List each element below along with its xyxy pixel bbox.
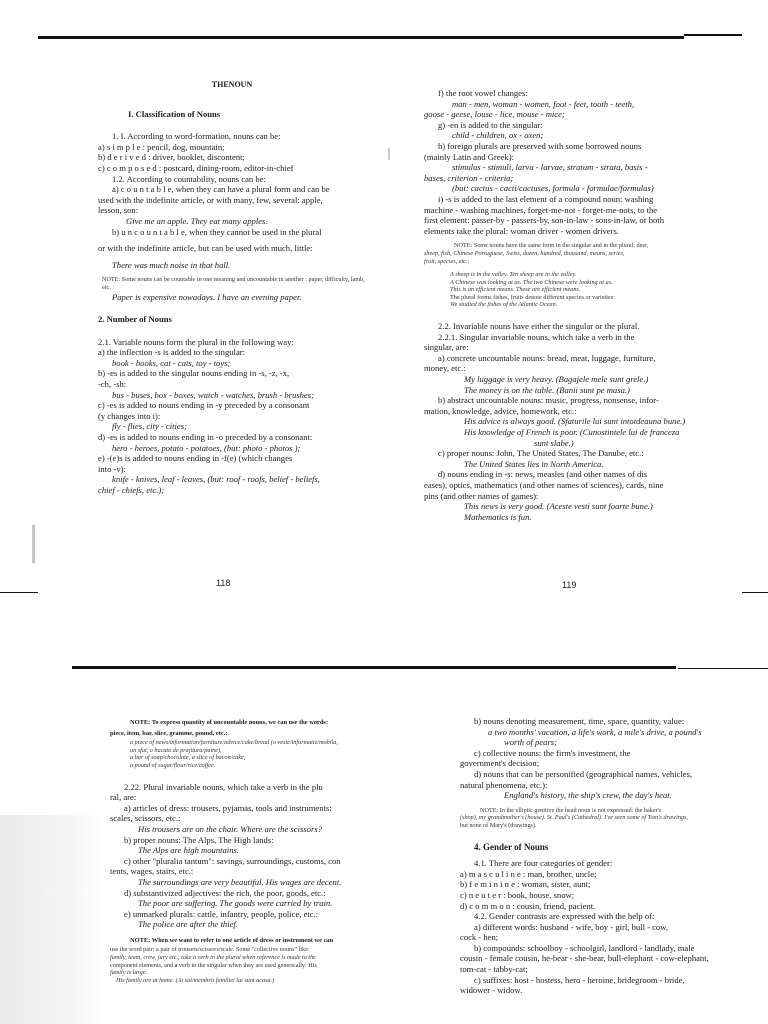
text-line: 4.1. There are four categories of gender: <box>474 858 613 869</box>
note-text: family, team, crew, jury etc., take a verb in the plural when reference is made to the <box>110 954 316 962</box>
text-line: 2.2.1. Singular invariable nouns, which take a verb in the <box>438 331 635 342</box>
example-line: His trousers are on the chair. Where are the scissors? <box>138 823 322 834</box>
text-line: elements take the plural: woman driver - women drivers. <box>424 225 619 236</box>
text-line: i) -s is added to the last element of a compound noun: washing <box>438 193 654 204</box>
example-line: bases, criterion - criteria; <box>424 172 514 183</box>
example-line: The poor are suffering. The goods were carried by train. <box>138 898 333 909</box>
note-example: We studied the fishes of the Atlantic Ocean. <box>450 301 558 309</box>
page-118 <box>98 80 366 496</box>
note-example: un sfat, o bucata de prajitura/paine), <box>130 746 222 754</box>
text-line: c) -es is added to nouns ending in -y preceded by a consonant <box>98 400 310 411</box>
example-line: hero - heroes, potato - potatoes, (but: photo - photos ); <box>112 442 301 453</box>
note-text: fruit, species, etc.: <box>424 257 470 265</box>
note-text: NOTE: Some nouns can be countable in one meaning and uncountable in another : paper, difficulty, lamb, etc. : <box>102 276 365 291</box>
text-line: scales, scissors, etc.: <box>110 813 181 824</box>
page-title: THENOUN <box>211 80 253 89</box>
text-line: e) -(e)s is added to nouns ending in -f(e) (which changes <box>98 453 293 464</box>
text-line: natural phenomena, etc.): <box>460 779 548 790</box>
text-line: cousin - female cousin, he-bear - she-bear, bull-elephant - cow-elephant, <box>460 953 709 964</box>
note-example: a piece of news/information/furniture/advice/cake/bread (o veste/informatie/mobila, <box>130 739 338 747</box>
example-line: sunt slabe.) <box>534 437 574 448</box>
text-line: (mainly Latin and Greek): <box>424 151 514 162</box>
text-line: 2.1. Variable nouns form the plural in the following way: <box>98 336 294 347</box>
note-text: (shop), my grandmother's (house). St. Paul's (Cathedral). I've seen some of Tom's drawings, <box>460 814 688 822</box>
note-text: family is large. <box>110 969 148 977</box>
text-line: b) -es is added to the singular nouns ending in -s, -z, -x, <box>98 368 290 379</box>
scan-shadow-bottom-left <box>0 815 108 1024</box>
text-line: b) u n c o u n t a b l e, when they cannot be used in the plural <box>112 226 322 237</box>
example-line: goose - geese, louse - lice, mouse - mice; <box>424 109 565 120</box>
text-line: b) f e m i n i n e : woman, sister, aunt; <box>460 879 591 890</box>
text-line: c) suffixes: host - hostess, hero - heroine, bridegroom - bride, <box>474 974 685 985</box>
top-rule-right <box>684 34 742 36</box>
text-line: a) c o u n t a b l e, when they can have a plural form and can be <box>112 184 330 195</box>
example-line: The United States lies in North America. <box>464 458 604 469</box>
note-example: a pound of sugar/flour/rice/coffee. <box>130 761 216 769</box>
middle-rule <box>72 666 676 669</box>
example-line: His advice is always good. (Sfaturile lui sunt intotdeauna bune.) <box>464 416 686 427</box>
example-line: My luggage is very heavy. (Bagajele mele sunt grele.) <box>464 374 649 385</box>
example-line: Give me an apple. They eat many apples. <box>126 215 268 226</box>
note-text: use the word pair: a pair of trousers/scissors/scale. Some "collective nouns" like: <box>110 946 310 954</box>
text-line: d) c o m m o n : cousin, friend, pacient. <box>460 900 596 911</box>
text-line: tom-cat - tabby-cat; <box>460 964 528 975</box>
note-text: component elements, and a verb in the singular when they are used generically: His <box>110 961 317 969</box>
note-text: NOTE: In the elliptic genitive the head noun is not expressed: the baker's <box>480 806 662 814</box>
note-example: A Chinese was looking at us. The two Chinese were looking at us. <box>450 278 613 286</box>
note-example: a bar of soap/chocolate, a slice of bacon/cake, <box>130 754 246 762</box>
example-line: child - children, ox - oxen; <box>452 130 544 141</box>
example-line: stimulus - stimuli, larva - larvae, stratum - strata, basis - <box>452 162 648 173</box>
text-line: d) nouns that can be personified (geographical names, vehicles, <box>474 768 693 779</box>
text-line: f) the root vowel changes: <box>438 88 528 98</box>
text-line: a) different words: husband - wife, boy - girl, bull - cow, <box>474 921 669 932</box>
text-line: 2.2. Invariable nouns have either the singular or the plural. <box>438 321 640 332</box>
text-line: 1. I. According to word-formation, nouns can be: <box>112 131 281 142</box>
text-line: a) articles of dress: trousers, pyjamas, tools and instruments: <box>124 802 332 813</box>
example-line: knife - knives, leaf - leaves, (but: roof - roofs, belief - beliefs, <box>112 474 320 485</box>
text-line: c) n e u t e r : book, house, snow; <box>460 889 575 900</box>
text-line: first element: passer-by - passers-by, son-in-law - sons-in-law, or both <box>424 215 664 226</box>
text-line: b) proper nouns: The Alps, The High lands: <box>124 834 274 845</box>
section-heading: 2. Number of Nouns <box>98 314 172 325</box>
text-line: money, etc.: <box>424 363 466 374</box>
note-text: NOTE: Some nouns have the same form in the singular and in the plural: deer, <box>454 242 649 250</box>
page-number: 119 <box>562 580 577 590</box>
edge-mark-right <box>742 592 768 593</box>
text-line: e) unmarked plurals: cattle, infantry, people, police, etc.: <box>124 908 319 919</box>
page-120 <box>110 718 380 984</box>
example-line: a two months' vacation, a life's work, a mile's drive, a pound's <box>488 726 702 737</box>
example-line: His knowledge of French is poor. (Cunostintele lui de franceza <box>464 427 680 437</box>
page-119 <box>424 88 740 522</box>
example-line: Mathematics is fun. <box>464 511 532 522</box>
example-line: The Alps are high mountains. <box>138 845 239 856</box>
example-line: fly - flies, city - cities; <box>112 421 187 432</box>
example-line: England's history, the ship's crew, the day's heat. <box>504 790 672 801</box>
example-line: There was much noise in that hall. <box>112 259 231 270</box>
text-line: b) abstract uncountable nouns: music, progress, nonsense, infor- <box>438 395 659 406</box>
text-line: used with the indefinite article, or with many, few, several: apple, <box>98 194 323 205</box>
note-example: This is an efficient means. These are efficient means. <box>450 286 581 294</box>
page-121 <box>460 716 740 996</box>
text-line: b) nouns denoting measurement, time, space, quantity, value: <box>474 716 685 726</box>
text-line: c) proper nouns: John, The United States, The Danube, etc.: <box>438 448 644 459</box>
text-line: d) nouns ending in -s: news, measles (and other names of dis <box>438 469 648 480</box>
note-text: His family are at home. (Ai sai/membrii familiei lui sunt acasa.) <box>116 976 275 984</box>
text-line: pins (and other names of games): <box>424 490 539 501</box>
text-line: a) m a s c u l i n e : man, brother, uncle; <box>460 868 597 879</box>
text-line: d) -es is added to nouns ending in -o preceded by a consonant: <box>98 432 313 443</box>
text-line: machine - washing machines, forget-me-not - forget-me-nots, to the <box>424 204 658 215</box>
example-line: This news is very good. (Aceste vesti sunt foarte bune.) <box>464 501 653 512</box>
note-example: A sheep is in the valley. Ten sheep are in the valley. <box>450 271 577 279</box>
example-line: (but: cactus - cacti/cactuses, formula - formulae/formulas) <box>452 183 654 194</box>
text-line: (y changes into i): <box>98 410 161 421</box>
text-line: singular, are: <box>424 342 469 353</box>
text-line: or with the indefinite article, but can be used with much, little: <box>98 243 313 254</box>
text-line: eases), optics, mathematics (and other names of sciences), cards, nine <box>424 479 664 490</box>
top-rule-left <box>38 36 684 39</box>
note-text: NOTE: To express quantity of uncountable nouns, we can use the words: <box>130 719 329 726</box>
section-heading: 4. Gender of Nouns <box>474 841 549 852</box>
text-line: a) s i m p l e : pencil, dog, mountain; <box>98 141 225 152</box>
text-line: a) the inflection -s is added to the singular: <box>98 347 246 358</box>
text-line: ral, are: <box>110 792 137 803</box>
text-line: c) other "pluralia tantum": savings, surroundings, customs, con <box>124 855 341 866</box>
text-line: 4.2. Gender contrasts are expressed with the help of: <box>474 911 655 922</box>
text-line: tents, wages, stairs, etc.: <box>110 866 194 877</box>
text-line: g) -en is added to the singular: <box>438 119 543 130</box>
text-line: into -v): <box>98 463 126 474</box>
text-line: government's decision; <box>460 758 540 769</box>
note-text: sheep, fish, Chinese Portuguese, Swiss, dozen, hundred, thousand, means, series, <box>424 249 625 257</box>
note-text: NOTE: When we want to refer to one article of dress or instrument we can <box>130 936 334 944</box>
scan-smudge-center <box>388 148 390 160</box>
note-text: piece, item, bar, slice, gramme, pound, etc.: <box>110 729 228 737</box>
text-line: widower - widow. <box>460 985 523 996</box>
note-text: but none of Mary's (drawings). <box>460 821 537 829</box>
middle-rule-right <box>678 668 768 669</box>
text-line: d) substantivized adjectives: the rich, the poor, goods, etc.: <box>124 887 326 898</box>
example-line: worth of pears; <box>504 737 557 748</box>
example-line: Paper is expensive nowadays. I have an evening paper. <box>112 291 302 302</box>
example-line: book - books, cat - cats, toy - toys; <box>112 357 231 368</box>
text-line: 1.2. According to countability, nouns can be: <box>112 173 266 184</box>
example-line: man - men, woman - women, foot - feet, tooth - teeth, <box>452 98 635 109</box>
text-line: c) c o m p o s e d : postcard, dining-room, editor-in-chief <box>98 162 294 173</box>
example-line: The police are after the thief. <box>138 919 238 930</box>
text-line: b) d e r i v e d : driver, booklet, discontent; <box>98 152 245 163</box>
example-line: The money is on the table. (Banii sunt pe masa.) <box>464 384 630 395</box>
note-example: The plural forms fishes, fruits denote different species or varieties: <box>450 293 615 301</box>
edge-mark-left <box>0 592 38 593</box>
text-line: h) foreign plurals are preserved with some borrowed nouns <box>438 140 642 151</box>
text-line: cock - hen; <box>460 932 499 943</box>
example-line: The surroundings are very beautiful. His wages are decent. <box>138 876 342 887</box>
text-line: 2.22. Plural invariable nouns, which take a verb in the plu <box>124 781 323 792</box>
scan-smudge-left <box>32 525 35 563</box>
text-line: a) concrete uncountable nouns: bread, meat, luggage, furniture, <box>438 352 656 363</box>
text-line: lesson, son: <box>98 205 139 216</box>
example-line: bus - buses, box - boxes, watch - watches, brush - brushes; <box>112 389 314 400</box>
text-line: c) collective nouns: the firm's investment, the <box>474 747 631 758</box>
text-line: mation, knowledge, advice, homework, etc.: <box>424 405 577 416</box>
example-line: chief - chiefs, etc.); <box>98 485 165 495</box>
page-number: 118 <box>216 578 231 588</box>
section-heading: I. Classification of Nouns <box>128 108 221 119</box>
text-line: b) compounds: schoolboy - schoolgirl, landlord - landlady, male <box>474 942 695 953</box>
text-line: -ch, -sh: <box>98 379 127 390</box>
